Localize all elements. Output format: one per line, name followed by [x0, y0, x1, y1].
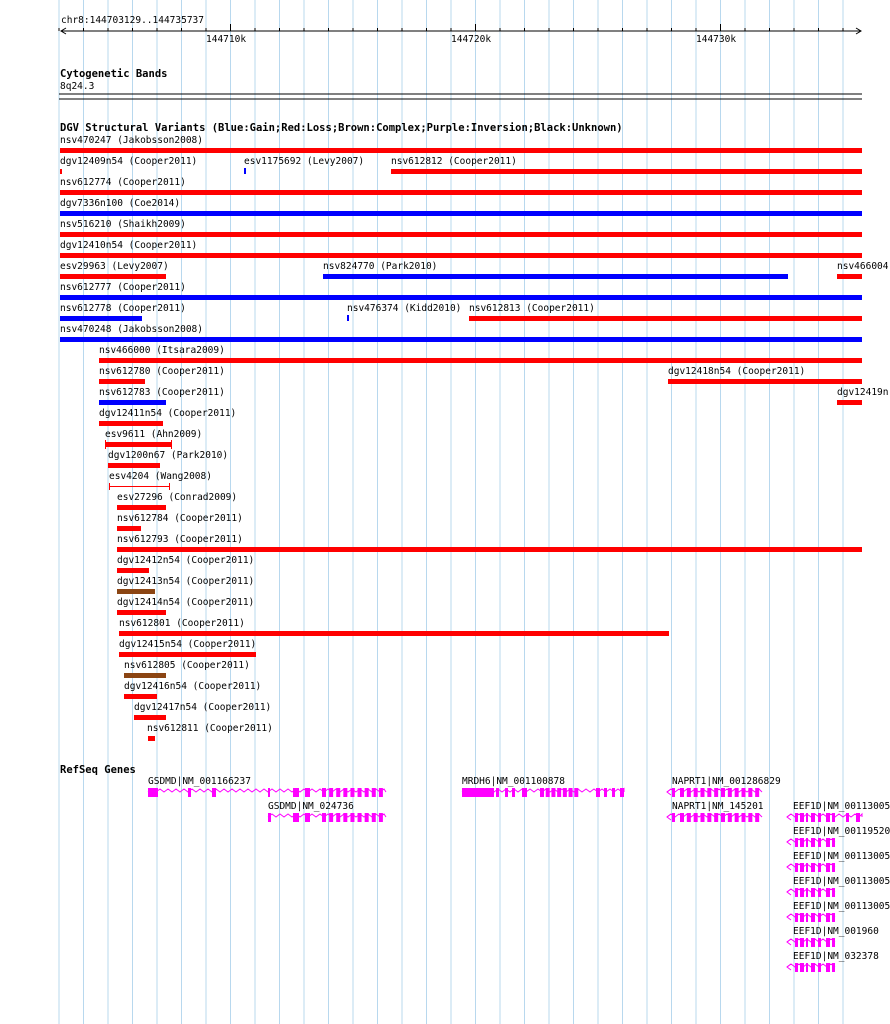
exon-block [800, 938, 804, 947]
exon-block [336, 788, 340, 797]
exon-block [701, 813, 705, 822]
exon-block [811, 838, 815, 847]
strand-arrow [667, 789, 671, 795]
exon-block [818, 888, 821, 897]
variant-label: dgv12417n54 (Cooper2011) [134, 702, 272, 713]
variant-label: nsv612812 (Cooper2011) [391, 156, 517, 167]
exon-block [462, 788, 494, 797]
ruler-tick-label: 144730k [696, 34, 737, 45]
exon-block [188, 788, 191, 797]
exon-block [818, 963, 821, 972]
exon-block [714, 813, 718, 822]
exon-block [721, 788, 725, 797]
ruler-tick-label: 144710k [206, 34, 247, 45]
exon-block [540, 788, 544, 797]
exon-block [818, 938, 821, 947]
strand-arrow [667, 814, 671, 820]
exon-block [721, 813, 725, 822]
exon-block [795, 813, 798, 822]
exon-block [755, 813, 759, 822]
exon-block [832, 913, 835, 922]
exon-block [372, 788, 376, 797]
exon-block [496, 788, 499, 797]
exon-block [832, 938, 835, 947]
exon-block [832, 813, 835, 822]
variant-label: nsv612813 (Cooper2011) [469, 303, 595, 314]
gene-label: EEF1D|NM_032378 [793, 951, 879, 962]
variant-label: nsv612793 (Cooper2011) [117, 534, 243, 545]
exon-block [800, 913, 804, 922]
exon-block [800, 963, 804, 972]
variant-label: esv1175692 (Levy2007) [244, 156, 365, 167]
exon-block [687, 788, 691, 797]
exon-block [818, 913, 821, 922]
exon-block [800, 888, 804, 897]
variant-label: esv9611 (Ahn2009) [105, 429, 203, 440]
variant-label: nsv612780 (Cooper2011) [99, 366, 225, 377]
variant-label: nsv466000 (Itsara2009) [99, 345, 225, 356]
exon-block [343, 788, 347, 797]
strand-arrow [787, 939, 791, 945]
variant-label: dgv12412n54 (Cooper2011) [117, 555, 255, 566]
exon-block [806, 813, 808, 822]
exon-block [148, 788, 158, 797]
exon-block [687, 813, 691, 822]
exon-block [826, 813, 830, 822]
exon-block [512, 788, 515, 797]
variant-label: dgv12419n [837, 387, 889, 398]
exon-block [680, 788, 684, 797]
exon-block [305, 813, 310, 822]
exon-block [620, 788, 624, 797]
exon-block [742, 788, 746, 797]
exon-block [832, 888, 835, 897]
exon-block [379, 813, 383, 822]
exon-block [818, 813, 821, 822]
exon-block [795, 938, 798, 947]
exon-block [795, 913, 798, 922]
strand-arrow [787, 964, 791, 970]
exon-block [728, 813, 732, 822]
exon-block [336, 813, 340, 822]
exon-block [806, 938, 808, 947]
exon-block [811, 913, 815, 922]
exon-block [672, 813, 675, 822]
exon-block [305, 788, 310, 797]
exon-block [680, 813, 684, 822]
gene-label: EEF1D|NM_00113005 [793, 901, 890, 912]
exon-block [574, 788, 578, 797]
exon-block [522, 788, 527, 797]
exon-block [832, 838, 835, 847]
exon-block [811, 963, 815, 972]
exon-block [846, 813, 849, 822]
exon-block [358, 788, 362, 797]
variant-label: dgv12414n54 (Cooper2011) [117, 597, 255, 608]
exon-block [826, 963, 830, 972]
variant-label: nsv612784 (Cooper2011) [117, 513, 243, 524]
dgv-track-title[interactable]: DGV Structural Variants (Blue:Gain;Red:Loss;Brown:Complex;Purple:Inversion;Black:Unknown) [60, 122, 623, 134]
exon-block [379, 788, 383, 797]
exon-block [811, 938, 815, 947]
gene-label: GSDMD|NM_001166237 [148, 776, 251, 787]
variant-label: dgv12410n54 (Cooper2011) [60, 240, 198, 251]
variant-label: dgv12416n54 (Cooper2011) [124, 681, 262, 692]
exon-block [755, 788, 759, 797]
exon-block [604, 788, 607, 797]
strand-arrow [787, 864, 791, 870]
exon-block [811, 863, 815, 872]
exon-block [322, 813, 326, 822]
exon-block [735, 813, 739, 822]
variant-label: nsv516210 (Shaikh2009) [60, 219, 186, 230]
exon-block [806, 963, 808, 972]
gene-label: GSDMD|NM_024736 [268, 801, 354, 812]
exon-block [826, 938, 830, 947]
exon-block [505, 788, 508, 797]
exon-block [800, 863, 804, 872]
exon-block [795, 838, 798, 847]
exon-block [826, 838, 830, 847]
exon-block [350, 788, 354, 797]
variant-label: nsv612778 (Cooper2011) [60, 303, 186, 314]
exon-block [612, 788, 615, 797]
exon-block [795, 863, 798, 872]
exon-block [832, 963, 835, 972]
variant-label: nsv470248 (Jakobsson2008) [60, 324, 203, 335]
variant-label: nsv612801 (Cooper2011) [119, 618, 245, 629]
exon-block [742, 813, 746, 822]
variant-label: nsv612783 (Cooper2011) [99, 387, 225, 398]
exon-block [826, 863, 830, 872]
exon-block [268, 788, 270, 797]
exon-block [800, 813, 804, 822]
exon-block [365, 788, 369, 797]
exon-block [748, 813, 752, 822]
gene-label: EEF1D|NM_00113005 [793, 876, 890, 887]
exon-block [329, 813, 333, 822]
exon-block [811, 813, 815, 822]
exon-block [268, 813, 271, 822]
variant-label: esv29963 (Levy2007) [60, 261, 169, 272]
variant-label: nsv612774 (Cooper2011) [60, 177, 186, 188]
variant-label: dgv12418n54 (Cooper2011) [668, 366, 806, 377]
exon-block [365, 813, 369, 822]
exon-block [748, 788, 752, 797]
variant-label: nsv612777 (Cooper2011) [60, 282, 186, 293]
exon-block [293, 813, 299, 822]
exon-block [343, 813, 347, 822]
exon-block [694, 788, 698, 797]
exon-block [563, 788, 567, 797]
intron-line [787, 814, 862, 817]
strand-arrow [787, 814, 791, 820]
variant-label: nsv476374 (Kidd2010) [347, 303, 462, 314]
exon-block [818, 863, 821, 872]
gene-label: EEF1D|NM_001960 [793, 926, 879, 937]
variant-label: esv27296 (Conrad2009) [117, 492, 238, 503]
exon-block [832, 863, 835, 872]
exon-block [818, 838, 821, 847]
exon-block [293, 788, 299, 797]
gene-label: EEF1D|NM_00113005 [793, 801, 890, 812]
exon-block [795, 963, 798, 972]
exon-block [557, 788, 561, 797]
ruler-position: chr8:144703129..144735737 [61, 15, 204, 26]
variant-label: dgv12411n54 (Cooper2011) [99, 408, 237, 419]
gene-label: EEF1D|NM_00113005 [793, 851, 890, 862]
exon-block [714, 788, 718, 797]
intron-line [148, 789, 386, 792]
exon-block [372, 813, 376, 822]
variant-label: dgv7336n100 (Coe2014) [60, 198, 181, 209]
variant-label: nsv612805 (Cooper2011) [124, 660, 250, 671]
exon-block [358, 813, 362, 822]
variant-label: dgv12409n54 (Cooper2011) [60, 156, 198, 167]
variant-label: nsv612811 (Cooper2011) [147, 723, 273, 734]
exon-block [806, 838, 808, 847]
exon-block [811, 888, 815, 897]
ruler-tick-label: 144720k [451, 34, 492, 45]
exon-block [707, 813, 711, 822]
exon-block [596, 788, 600, 797]
exon-block [707, 788, 711, 797]
exon-block [569, 788, 573, 797]
exon-block [735, 788, 739, 797]
exon-block [728, 788, 732, 797]
exon-block [551, 788, 555, 797]
gene-label: NAPRT1|NM_145201 [672, 801, 764, 812]
exon-block [806, 863, 808, 872]
exon-block [826, 888, 830, 897]
variant-label: esv4204 (Wang2008) [109, 471, 212, 482]
exon-block [546, 788, 550, 797]
gene-label: EEF1D|NM_00119520 [793, 826, 890, 837]
exon-block [350, 813, 354, 822]
refseq-track-title[interactable]: RefSeq Genes [60, 764, 136, 776]
gene-label: MRDH6|NM_001100878 [462, 776, 565, 787]
variant-label: nsv466004 [837, 261, 889, 272]
strand-arrow [787, 889, 791, 895]
exon-block [806, 913, 808, 922]
exon-block [322, 788, 326, 797]
exon-block [826, 913, 830, 922]
variant-label: dgv12413n54 (Cooper2011) [117, 576, 255, 587]
exon-block [806, 888, 808, 897]
exon-block [795, 888, 798, 897]
strand-arrow [787, 839, 791, 845]
gene-label: NAPRT1|NM_001286829 [672, 776, 781, 787]
exon-block [856, 813, 860, 822]
exon-block [800, 838, 804, 847]
variant-label: nsv824770 (Park2010) [323, 261, 438, 272]
strand-arrow [787, 914, 791, 920]
variant-label: dgv1200n67 (Park2010) [108, 450, 229, 461]
cytoband-track-title[interactable]: Cytogenetic Bands [60, 68, 168, 80]
variant-label: dgv12415n54 (Cooper2011) [119, 639, 257, 650]
exon-block [212, 788, 216, 797]
cytoband-label: 8q24.3 [60, 81, 95, 92]
exon-block [694, 813, 698, 822]
exon-block [701, 788, 705, 797]
variant-label: nsv470247 (Jakobsson2008) [60, 135, 203, 146]
exon-block [672, 788, 675, 797]
exon-block [329, 788, 333, 797]
